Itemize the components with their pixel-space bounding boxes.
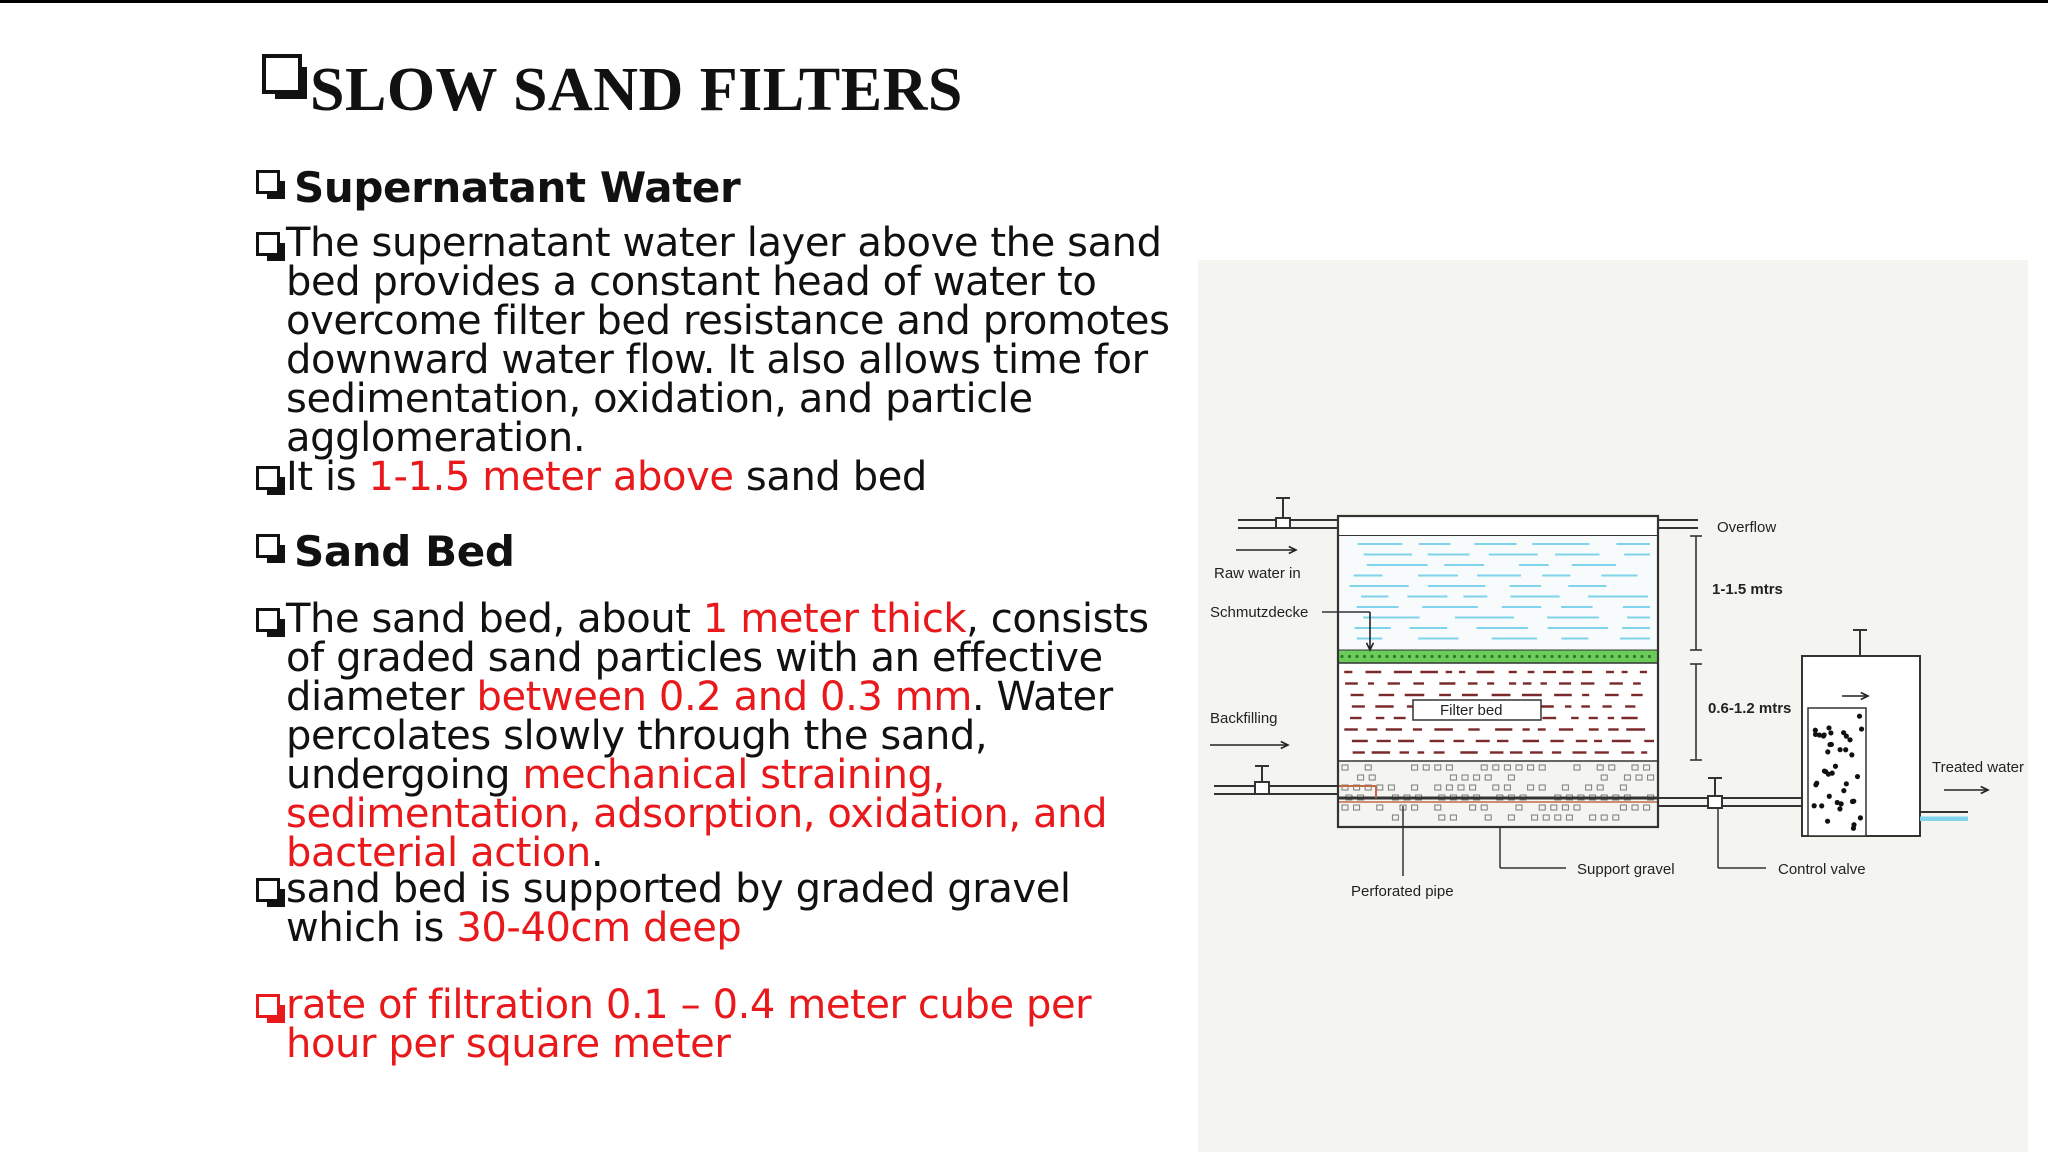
gravel-stone <box>1435 765 1441 770</box>
gravel-stone <box>1632 765 1638 770</box>
schmutzdecke-dot <box>1453 655 1456 658</box>
gravel-stone <box>1516 805 1522 810</box>
gravel-stone <box>1354 805 1360 810</box>
filter-media-dot <box>1827 794 1832 799</box>
top-rule <box>0 0 2048 3</box>
gravel-stone <box>1586 785 1592 790</box>
gravel-stone <box>1597 785 1603 790</box>
support-gravel-label: Support gravel <box>1577 861 1675 878</box>
filter-media-dot <box>1833 764 1838 769</box>
gravel-stone <box>1412 785 1418 790</box>
gravel-stone <box>1624 775 1630 780</box>
schmutzdecke-dot <box>1558 655 1561 658</box>
gravel-stone <box>1566 815 1572 820</box>
schmutzdecke-dot <box>1610 655 1613 658</box>
gravel-stone <box>1601 775 1607 780</box>
gravel-stone <box>1562 805 1568 810</box>
schmutzdecke-dot <box>1505 655 1508 658</box>
gravel-stone <box>1342 765 1348 770</box>
backfilling-label: Backfilling <box>1210 710 1278 727</box>
gravel-stone <box>1470 785 1476 790</box>
gravel-stone <box>1648 775 1654 780</box>
filter-media-dot <box>1813 728 1818 733</box>
filter-media-dot <box>1828 730 1833 735</box>
filter-media-dot <box>1827 742 1832 747</box>
filter-media-dot <box>1822 732 1827 737</box>
filter-media-dot <box>1822 768 1827 773</box>
filter-media-dot <box>1843 747 1848 752</box>
schmutzdecke-dot <box>1430 655 1433 658</box>
gravel-stone <box>1620 785 1626 790</box>
depth-supernatant-label: 1-1.5 mtrs <box>1712 581 1783 598</box>
schmutzdecke-dot <box>1415 655 1418 658</box>
filtration-rate: rate of filtration 0.1 – 0.4 meter cube per hour per square meter <box>256 986 1126 1064</box>
gravel-stone <box>1504 785 1510 790</box>
filter-media-dot <box>1830 771 1835 776</box>
checkbox-bullet-icon <box>256 994 280 1018</box>
filter-media-dot <box>1844 781 1849 786</box>
schmutzdecke-dot <box>1595 655 1598 658</box>
gravel-stone <box>1644 765 1650 770</box>
schmutzdecke-dot <box>1423 655 1426 658</box>
filter-media-dot <box>1813 782 1818 787</box>
filter-media-dot <box>1839 801 1844 806</box>
sandbed-description: The sand bed, about 1 meter thick, consists of graded sand particles with an effective diameter between 0.2 and 0.3 mm. Water percolates slowly through the sand, undergoing mechanical straining, sedimentation, adsorption, oxidation, and bacterial action. <box>256 600 1176 873</box>
gravel-stone <box>1412 805 1418 810</box>
gravel-stone <box>1539 765 1545 770</box>
gravel-stone <box>1508 775 1514 780</box>
schmutzdecke-dot <box>1460 655 1463 658</box>
schmutzdecke-dot <box>1468 655 1471 658</box>
inlet-valve <box>1276 518 1290 528</box>
gravel-stone <box>1377 785 1383 790</box>
page-title: SLOW SAND FILTERS <box>310 56 963 124</box>
gravel-stone <box>1493 765 1499 770</box>
filter-media-dot <box>1841 730 1846 735</box>
filter-media-dot <box>1812 803 1817 808</box>
filter-media-dot <box>1837 806 1842 811</box>
filter-bed-label: Filter bed <box>1440 702 1503 719</box>
gravel-stone <box>1450 775 1456 780</box>
slide-title <box>262 50 963 126</box>
gravel-stone <box>1388 785 1394 790</box>
gravel-stone <box>1412 765 1418 770</box>
schmutzdecke-dot <box>1400 655 1403 658</box>
gravel-stone <box>1555 815 1561 820</box>
checkbox-bullet-icon <box>256 534 280 558</box>
gravel-stone <box>1485 815 1491 820</box>
gravel-stone <box>1620 805 1626 810</box>
schmutzdecke-dot <box>1633 655 1636 658</box>
checkbox-bullet-icon <box>256 878 280 902</box>
schmutzdecke-dot <box>1490 655 1493 658</box>
schmutzdecke-dot <box>1445 655 1448 658</box>
gravel-stone <box>1516 765 1522 770</box>
gravel-stone <box>1485 775 1491 780</box>
sandbed-heading: Sand Bed <box>256 530 1184 574</box>
treated-water-label: Treated water <box>1932 759 2024 776</box>
filter-media-dot <box>1837 747 1842 752</box>
gravel-stone <box>1551 805 1557 810</box>
gravel-stone <box>1504 765 1510 770</box>
checkbox-bullet-icon <box>256 170 280 194</box>
gravel-stone <box>1528 785 1534 790</box>
supernatant-heading: Supernatant Water <box>256 166 1184 210</box>
backfill-valve <box>1255 782 1269 794</box>
diagram-svg <box>1198 260 2028 1152</box>
tank-top-rim <box>1338 516 1658 536</box>
gravel-stone <box>1481 805 1487 810</box>
filter-media-dot <box>1825 749 1830 754</box>
supernatant-height: It is 1-1.5 meter above sand bed <box>256 458 1176 497</box>
schmutzdecke-dot <box>1438 655 1441 658</box>
schmutzdecke-dot <box>1520 655 1523 658</box>
gravel-stone <box>1644 805 1650 810</box>
gravel-stone <box>1562 785 1568 790</box>
gravel-stone <box>1539 785 1545 790</box>
gravel-stone <box>1481 765 1487 770</box>
gravel-stone <box>1458 785 1464 790</box>
checkbox-bullet-icon <box>256 232 280 256</box>
filter-media-dot <box>1826 725 1831 730</box>
schmutzdecke-dot <box>1565 655 1568 658</box>
schmutzdecke-dot <box>1618 655 1621 658</box>
gravel-stone <box>1609 765 1615 770</box>
schmutzdecke-label: Schmutzdecke <box>1210 604 1309 621</box>
gravel-stone <box>1450 815 1456 820</box>
gravel-stone <box>1493 785 1499 790</box>
schmutzdecke-dot <box>1483 655 1486 658</box>
schmutzdecke-dot <box>1640 655 1643 658</box>
filter-media-dot <box>1858 815 1863 820</box>
checkbox-bullet-icon <box>256 466 280 490</box>
filter-media-dot <box>1851 822 1856 827</box>
gravel-stone <box>1543 815 1549 820</box>
schmutzdecke-dot <box>1573 655 1576 658</box>
gravel-stone <box>1528 765 1534 770</box>
control-valve-label: Control valve <box>1778 861 1866 878</box>
gravel-stone <box>1342 805 1348 810</box>
filter-media-dot <box>1857 714 1862 719</box>
gravel-stone <box>1358 775 1364 780</box>
schmutzdecke-dot <box>1385 655 1388 658</box>
checkbox-bullet-icon <box>262 54 302 94</box>
schmutzdecke-dot <box>1648 655 1651 658</box>
gravel-stone <box>1613 815 1619 820</box>
raw-water-label: Raw water in <box>1214 565 1301 582</box>
gravel-stone <box>1532 815 1538 820</box>
filter-media-dot <box>1849 752 1854 757</box>
gravel-stone <box>1392 815 1398 820</box>
schmutzdecke-dot <box>1580 655 1583 658</box>
gravel-stone <box>1365 765 1371 770</box>
filter-media-dot <box>1825 819 1830 824</box>
gravel-stone <box>1446 785 1452 790</box>
depth-sand-label: 0.6-1.2 mtrs <box>1708 700 1792 717</box>
gravel-stone <box>1470 805 1476 810</box>
gravel-stone <box>1474 775 1480 780</box>
supernatant-description: The supernatant water layer above the sand bed provides a constant head of water to overcome filter bed resistance and promotes downward water flow. It also allows time for sedimentation, oxidation, and particle agglomeration. <box>256 224 1176 458</box>
schmutzdecke-dot <box>1588 655 1591 658</box>
supernatant-water-layer <box>1338 536 1658 650</box>
filter-media-dot <box>1859 726 1864 731</box>
schmutzdecke-dot <box>1355 655 1358 658</box>
gravel-stone <box>1508 815 1514 820</box>
gravel-stone <box>1539 805 1545 810</box>
gravel-stone <box>1435 805 1441 810</box>
gravel-stone <box>1636 775 1642 780</box>
schmutzdecke-dot <box>1363 655 1366 658</box>
gravel-stone <box>1435 785 1441 790</box>
schmutzdecke-dot <box>1370 655 1373 658</box>
filter-media-dot <box>1851 799 1856 804</box>
control-valve <box>1708 796 1722 808</box>
treated-water-column <box>1808 708 1866 836</box>
schmutzdecke-dot <box>1543 655 1546 658</box>
schmutzdecke-dot <box>1528 655 1531 658</box>
gravel-stone <box>1439 815 1445 820</box>
gravel-stone <box>1601 815 1607 820</box>
perforated-pipe-label: Perforated pipe <box>1351 883 1454 900</box>
gravel-stone <box>1597 765 1603 770</box>
gravel-description: sand bed is supported by graded gravel which is 30-40cm deep <box>256 870 1126 948</box>
schmutzdecke-dot <box>1475 655 1478 658</box>
schmutzdecke-dot <box>1393 655 1396 658</box>
gravel-stone <box>1446 765 1452 770</box>
gravel-stone <box>1574 765 1580 770</box>
gravel-stone <box>1574 805 1580 810</box>
gravel-stone <box>1423 765 1429 770</box>
gravel-layer-bg <box>1338 761 1658 827</box>
schmutzdecke-dot <box>1378 655 1381 658</box>
filter-media-dot <box>1841 788 1846 793</box>
gravel-stone <box>1590 815 1596 820</box>
schmutzdecke-dot <box>1550 655 1553 658</box>
schmutzdecke-dot <box>1603 655 1606 658</box>
filter-media-dot <box>1855 774 1860 779</box>
checkbox-bullet-icon <box>256 608 280 632</box>
overflow-label: Overflow <box>1717 519 1777 536</box>
schmutzdecke-dot <box>1513 655 1516 658</box>
slow-sand-filter-diagram <box>1198 260 2028 1152</box>
gravel-stone <box>1462 775 1468 780</box>
schmutzdecke-dot <box>1625 655 1628 658</box>
schmutzdecke-dot <box>1408 655 1411 658</box>
schmutzdecke-dot <box>1340 655 1343 658</box>
gravel-stone <box>1369 775 1375 780</box>
filter-media-dot <box>1819 803 1824 808</box>
schmutzdecke-dot <box>1498 655 1501 658</box>
schmutzdecke-dot <box>1348 655 1351 658</box>
schmutzdecke-dot <box>1535 655 1538 658</box>
gravel-stone <box>1377 805 1383 810</box>
gravel-stone <box>1632 805 1638 810</box>
